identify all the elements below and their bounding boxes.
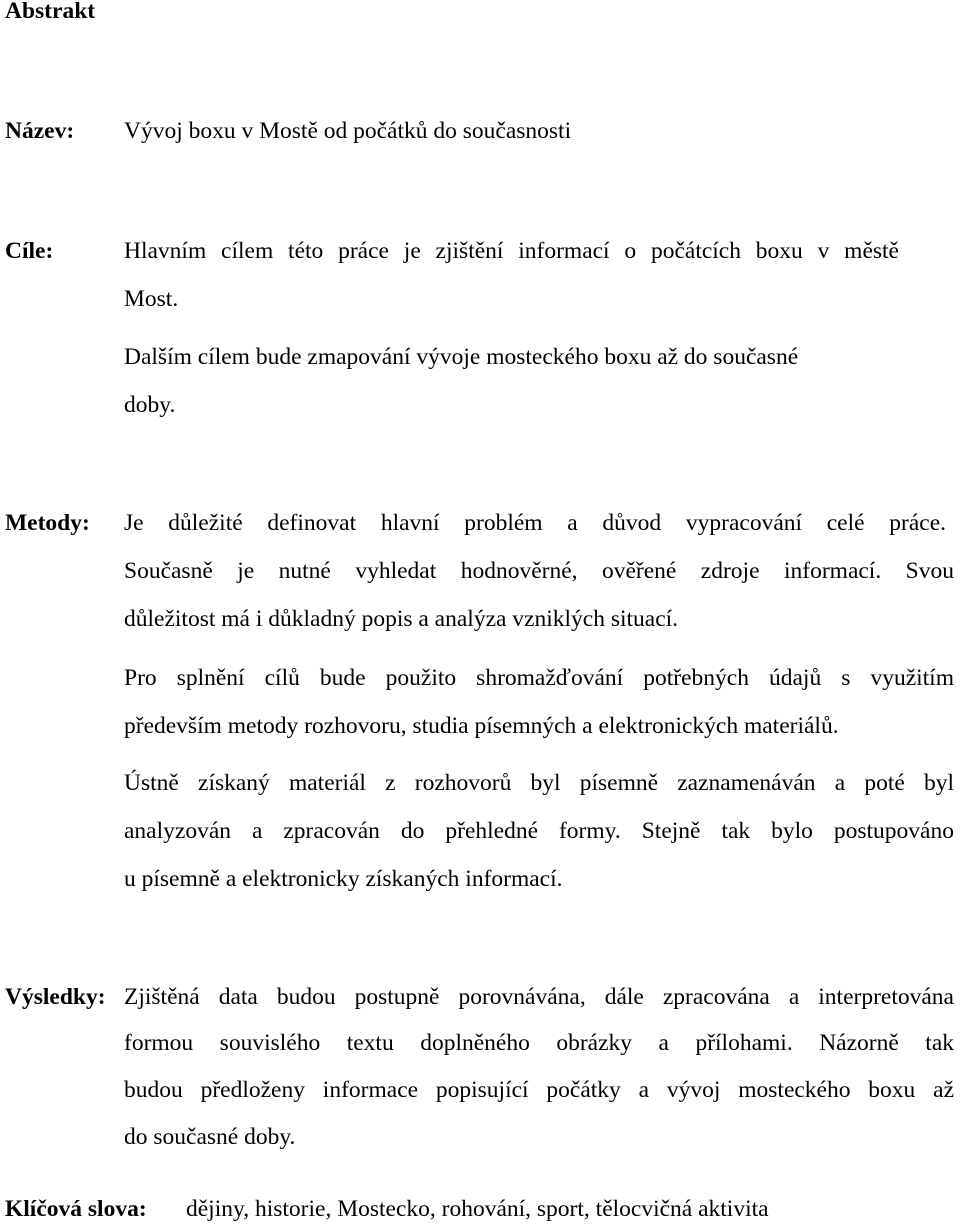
goals-label: Cíle: — [5, 238, 54, 264]
keywords-label: Klíčová slova: — [5, 1196, 147, 1222]
results-line: do současné doby. — [124, 1124, 296, 1150]
heading: Abstrakt — [5, 0, 96, 24]
goals-line: Dalším cílem bude zmapování vývoje mosteckého boxu až do současné — [124, 344, 799, 370]
title-label: Název: — [5, 118, 75, 144]
methods-line: Ústně získaný materiál z rozhovorů byl písemně zaznamenáván a poté byl — [124, 770, 954, 796]
results-line: budou předloženy informace popisující počátky a vývoj mosteckého boxu až — [124, 1077, 954, 1103]
methods-line: u písemně a elektronicky získaných informací. — [124, 866, 563, 892]
methods-line: Pro splnění cílů bude použito shromažďování potřebných údajů s využitím — [124, 665, 954, 691]
methods-line: důležitost má i důkladný popis a analýza vzniklých situací. — [124, 606, 679, 632]
results-line: Zjištěná data budou postupně porovnávána, dále zpracována a interpretována — [124, 984, 954, 1010]
title-value: Vývoj boxu v Mostě od počátků do současnosti — [124, 118, 572, 144]
goals-line: Hlavním cílem této práce je zjištění informací o počátcích boxu v městě — [124, 238, 899, 264]
keywords-value: dějiny, historie, Mostecko, rohování, sport, tělocvičná aktivita — [186, 1196, 769, 1222]
results-line: formou souvislého textu doplněného obrázky a přílohami. Názorně tak — [124, 1030, 954, 1056]
goals-line: Most. — [124, 286, 179, 312]
methods-line: Je důležité definovat hlavní problém a důvod vypracování celé práce. — [124, 510, 946, 536]
methods-line: Současně je nutné vyhledat hodnověrné, ověřené zdroje informací. Svou — [124, 558, 954, 584]
methods-line: především metody rozhovoru, studia písemných a elektronických materiálů. — [124, 713, 839, 739]
methods-label: Metody: — [5, 510, 90, 536]
goals-line: doby. — [124, 392, 176, 418]
methods-line: analyzován a zpracován do přehledné formy. Stejně tak bylo postupováno — [124, 818, 954, 844]
results-label: Výsledky: — [5, 984, 106, 1010]
